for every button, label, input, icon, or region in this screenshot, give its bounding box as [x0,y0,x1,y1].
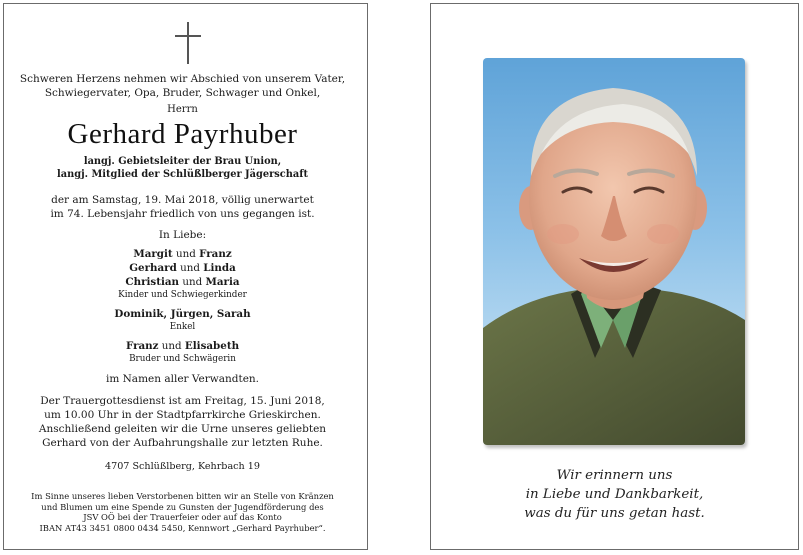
roles [0,155,365,181]
role-line: langj. Gebietsleiter der Brau Union, [83,156,282,167]
verse-line: was du für uns getan hast. [524,506,705,521]
note-line: und Blumen um eine Spende zu Gunsten der Jugendförderung des [41,501,324,512]
intro-line: Schweren Herzens nehmen wir Abschied von unserem Vater, [19,73,346,85]
children-caption: Kinder und Schwiegerkinder [118,290,247,300]
service-line: um 10.00 Uhr in der Stadtpfarrkirche Grieskirchen. [44,409,321,421]
verse-line: Wir erinnern uns [556,468,673,483]
grandchildren-caption: Enkel [169,322,196,332]
deceased-name: Gerhard Payrhuber [67,118,298,150]
donation-note [0,491,365,533]
service-info [0,394,365,450]
death-notice [0,193,365,221]
service-line: Der Trauergottesdienst ist am Freitag, 15. Juni 2018, [40,395,325,407]
service-line: Anschließend geleiten wir die Urne unseres geliebten [38,423,327,435]
family-row: Margit und Franz [133,248,232,260]
death-line: im 74. Lebensjahr friedlich von uns gegangen ist. [50,208,315,220]
on-behalf-text: im Namen aller Verwandten. [105,373,260,385]
intro-text [0,72,365,100]
verse-line: in Liebe und Dankbarkeit, [525,487,704,502]
in-love-heading: In Liebe: [158,229,207,241]
note-line: IBAN AT43 3451 0800 0434 5450, Kennwort „Gerhard Payrhuber“. [39,522,326,533]
intro-line: Schwiegervater, Opa, Bruder, Schwager und Onkel, [44,87,321,99]
service-line: Gerhard von der Aufbahrungshalle zur letzten Ruhe. [42,437,323,449]
cross-icon [175,22,201,64]
family-row: Christian und Maria [125,276,240,288]
siblings-row: Franz und Elisabeth [125,340,240,352]
siblings-caption: Bruder und Schwägerin [129,354,236,364]
family-row: Gerhard und Linda [129,262,236,274]
memorial-verse [430,466,799,523]
salutation: Herrn [167,104,198,115]
note-line: Im Sinne unseres lieben Verstorbenen bitten wir an Stelle von Kränzen [31,491,334,501]
portrait-illustration [483,58,745,445]
grandchildren-row: Dominik, Jürgen, Sarah [114,308,251,320]
portrait-photo [483,58,745,445]
note-line: JSV OÖ bei der Trauerfeier oder auf das Konto [83,512,282,522]
family-list [0,247,365,366]
address: 4707 Schlüßlberg, Kehrbach 19 [105,461,260,472]
role-line: langj. Mitglied der Schlüßlberger Jägerschaft [57,169,308,180]
death-line: der am Samstag, 19. Mai 2018, völlig unerwartet [51,194,314,206]
